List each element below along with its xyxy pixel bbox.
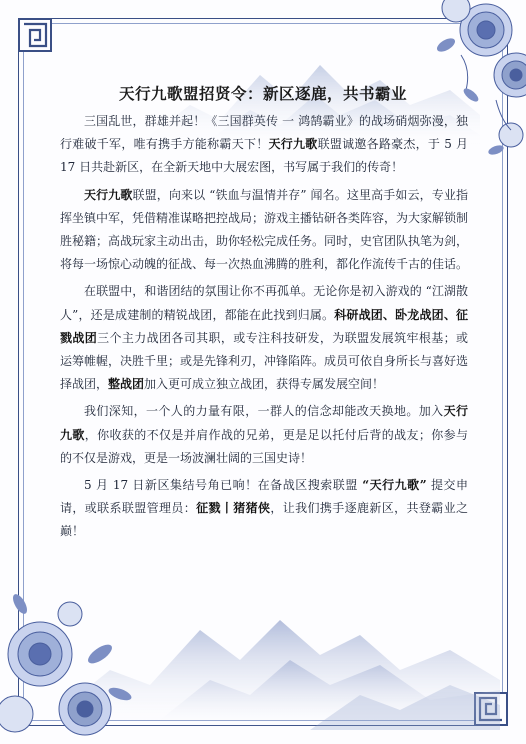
- paragraph-belief: 我们深知，一个人的力量有限，一群人的信念却能改天换地。加入天行九歌，你收获的不仅是并肩作战的兄弟，更是足以托付后背的战友；你参与的不仅是游戏，更是一场波澜壮阔的三国史诗！: [60, 404, 468, 465]
- alliance-name: 天行九歌: [60, 404, 468, 442]
- paragraph-about: 天行九歌联盟，向来以 “铁血与温情并存” 闻名。这里高手如云，专业指挥坐镇中军，凭借精准谋略把控战局；游戏主播钻研各类阵容，为大家解锁制胜秘籍；高战玩家主动出击，助你轻松完成任务。同时，史官团队执笔为剑，将每一场惊心动魄的征战、每一次热血沸腾的胜利，都化作流传千古的佳话。: [60, 187, 469, 272]
- paragraph-teams: 在联盟中，和谐团结的氛围让你不再孤单。无论你是初入游戏的 “江湖散人”，还是成建制的精锐战团，都能在此找到归属。科研战团、卧龙战团、征戮战团三个主力战团各司其职，或专注科技研发，为联盟发展筑牢根基；或运筹帷幄，决胜千里；或是先锋利刃，冲锋陷阵。成员可依自身所长与喜好选择战团，整战团加入更可成立独立战团，获得专属发展空间！: [60, 284, 469, 392]
- team-whole: 整战团: [108, 377, 145, 392]
- alliance-search-name: “天行九歌”: [362, 478, 427, 493]
- page-title: 天行九歌盟招贤令：新区逐鹿，共书霸业: [118, 84, 407, 103]
- alliance-name: 天行九歌: [84, 187, 133, 202]
- peony-flowers-icon: [0, 544, 150, 744]
- fret-corner-icon: [18, 18, 52, 52]
- paragraph-call: 5 月 17 日新区集结号角已响！在备战区搜索联盟 “天行九歌” 提交申请，或联系联盟管理员：征戮丨猪猪侠，让我们携手逐鹿新区，共登霸业之巅！: [60, 478, 468, 539]
- team-names: 科研战团、卧龙战团、征戮战团: [60, 307, 468, 345]
- article-body: [60, 110, 468, 548]
- paragraph-intro: 三国乱世，群雄并起！《三国群英传 一 鸿鹄霸业》的战场硝烟弥漫，独行难破千军，唯有携手方能称霸天下！天行九歌联盟诚邀各路豪杰，于 5 月 17 日共赴新区，在全新天地中大展宏图，书写属于我们的传奇！: [60, 114, 468, 175]
- alliance-name: 天行九歌: [268, 137, 318, 152]
- admin-contact: 征戮丨猪猪侠: [196, 501, 271, 516]
